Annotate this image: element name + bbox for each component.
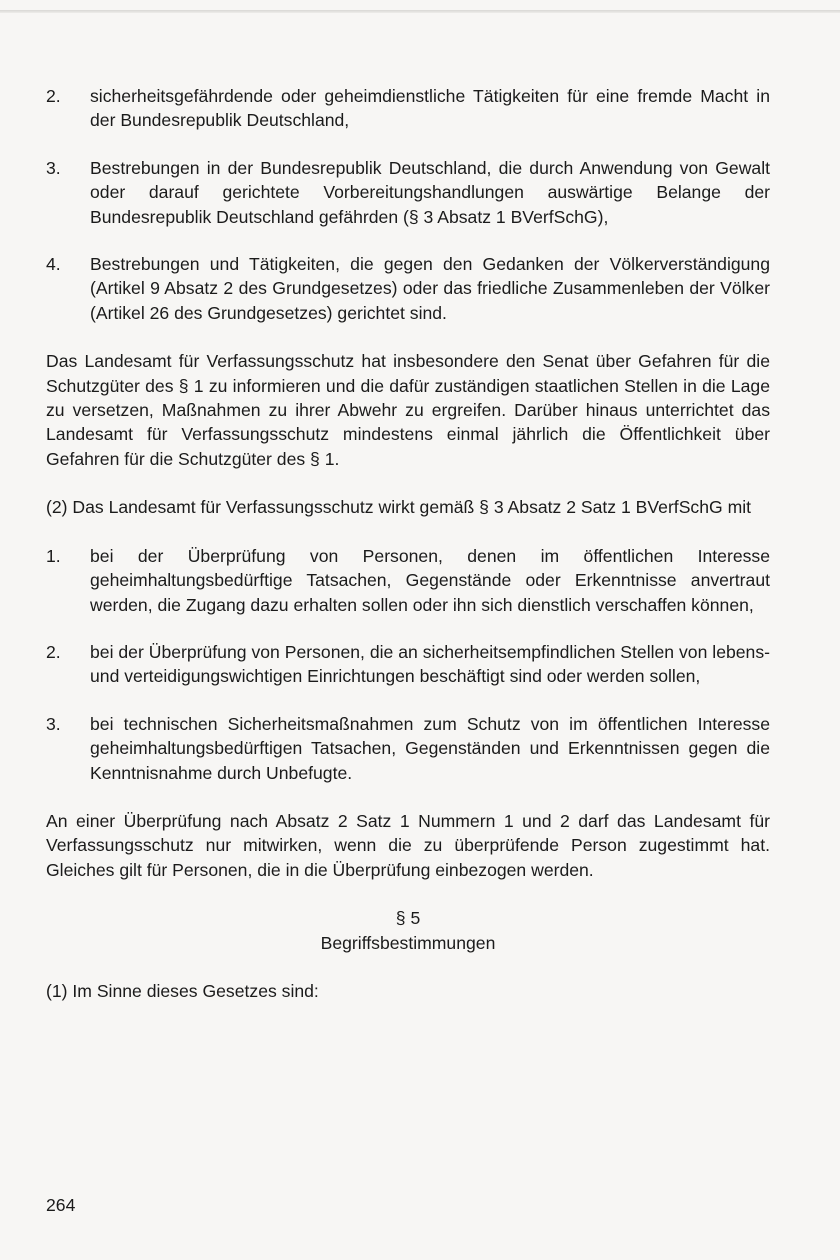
list-item: [46, 84, 770, 133]
list-item-number: 1.: [46, 545, 61, 566]
list-item-number: 4.: [46, 254, 61, 275]
paragraph-absatz-2: (2) Das Landesamt für Verfassungsschutz wirkt gemäß § 3 Absatz 2 Satz 1 BVerfSchG mit: [46, 497, 752, 518]
list-item-number: 2.: [46, 641, 61, 662]
section-title: Begriffsbestimmungen: [320, 932, 496, 953]
scan-top-edge: [0, 10, 840, 13]
list-item-number: 3.: [46, 713, 61, 734]
list-item-number: 3.: [46, 157, 61, 178]
list-item-text: bei technischen Sicherheitsmaßnahmen zum Schutz von im öffentlichen Interesse geheimhaltungsbedürftigen Tatsachen, Gegenständen und Erkenntnissen gegen die Kenntnisnahme durch Unbefugte.: [90, 713, 770, 783]
list-item: [46, 640, 770, 689]
list-item-number: 2.: [46, 86, 61, 106]
list-item-text: bei der Überprüfung von Personen, die an sicherheitsempfindlichen Stellen von lebens- und verteidigungswichtigen Einrichtungen beschäftigt sind oder werden sollen,: [90, 641, 770, 687]
list-item: [46, 712, 770, 785]
list-item: [46, 544, 770, 617]
list-item-text: Bestrebungen in der Bundesrepublik Deutschland, die durch Anwendung von Gewalt oder darauf gerichtete Vorbereitungshandlungen auswärtige Belange der Bundesrepublik Deutschland gefährden (§ 3 Absatz 1 BVerfSchG),: [90, 157, 770, 227]
list-item-text: Bestrebungen und Tätigkeiten, die gegen den Gedanken der Völkerverständigung (Artikel 9 Absatz 2 des Grundgesetzes) oder das friedliche Zusammenleben der Völker (Artikel 26 des Grundgesetzes) gerichtet sind.: [90, 254, 770, 323]
page-number: 264: [46, 1195, 76, 1215]
paragraph-zustimmung: An einer Überprüfung nach Absatz 2 Satz 1 Nummern 1 und 2 darf das Landesamt für Verfassungsschutz nur mitwirken, wenn die zu überprüfende Person zugestimmt hat. Gleiches gilt für Personen, die in die Überprüfung einbezogen werden.: [46, 810, 770, 880]
list-item-text: sicherheitsgefährdende oder geheimdienstliche Tätigkeiten für eine fremde Macht in der Bundesrepublik Deutschland,: [90, 86, 770, 131]
list-item: [46, 156, 770, 229]
list-item: [46, 252, 770, 325]
paragraph-definitions-intro: (1) Im Sinne dieses Gesetzes sind:: [46, 980, 319, 1001]
page-body: [46, 84, 770, 1003]
list-item-text: bei der Überprüfung von Personen, denen im öffentlichen Interesse geheimhaltungsbedürftige Tatsachen, Gegenstände oder Erkenntnisse anvertraut werden, die Zugang dazu erhalten sollen oder ihn sich dienstlich verschaffen können,: [90, 545, 770, 615]
paragraph-senat-information: Das Landesamt für Verfassungsschutz hat insbesondere den Senat über Gefahren für die Schutzgüter des § 1 zu informieren und die dafür zuständigen staatlichen Stellen in die Lage zu versetzen, Maßnahmen zu ihrer Abwehr zu ergreifen. Darüber hinaus unterrichtet das Landesamt für Verfassungsschutz mindestens einmal jährlich die Öffentlichkeit über Gefahren für die Schutzgüter des § 1.: [46, 351, 770, 469]
section-number: § 5: [395, 908, 421, 929]
